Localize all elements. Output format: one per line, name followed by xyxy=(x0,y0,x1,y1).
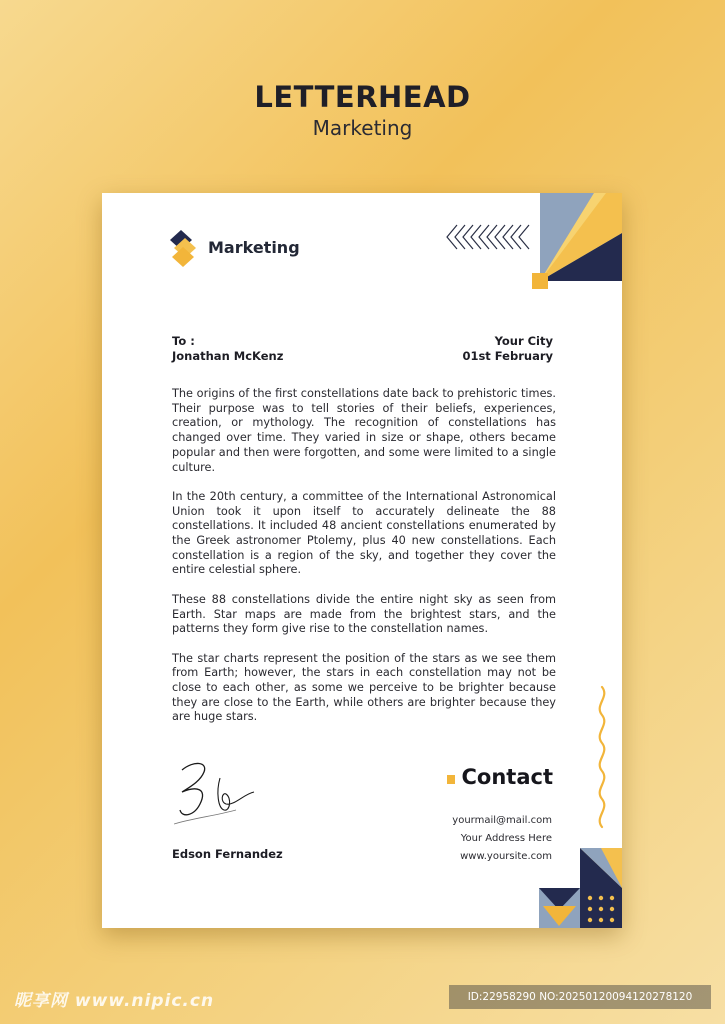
header-subtitle: Marketing xyxy=(312,116,413,140)
contact-accent-icon xyxy=(447,775,455,784)
watermark: 昵享网 www.nipic.cn xyxy=(14,991,215,1011)
corner-decoration-bottom xyxy=(539,848,622,928)
paragraph: The origins of the first constellations date back to prehistoric times. Their purpose was to tell stories of their beliefs, experiences, creation, or mythology. The recognition of constellations has changed over time. They varied in size or shape, others became popular and then were forgotten, and some were limited to a single culture. xyxy=(172,387,556,474)
contact-website: www.yoursite.com xyxy=(460,851,552,862)
wavy-line-icon xyxy=(592,685,612,835)
to-label: To : xyxy=(172,334,195,348)
letterhead-page xyxy=(102,193,622,928)
paragraph: The star charts represent the position of the stars as we see them from Earth; however, the stars in each constellation may not be close to each other, as some we perceive to be brighter because they are close to the Earth, while others are brighter because they are huge stars. xyxy=(172,651,556,724)
contact-email: yourmail@mail.com xyxy=(452,815,552,826)
chevron-pattern-icon xyxy=(445,223,535,251)
contact-address: Your Address Here xyxy=(460,833,552,844)
diamond-logo-icon xyxy=(170,230,200,268)
corner-decoration-top xyxy=(532,193,622,289)
signer-name: Edson Fernandez xyxy=(172,847,283,861)
header-title: LETTERHEAD xyxy=(254,80,471,114)
letter-date: 01st February xyxy=(462,349,553,363)
contact-title: Contact xyxy=(461,765,553,789)
signature-icon xyxy=(174,758,260,836)
image-id-badge: ID:22958290 NO:20250120094120278120 xyxy=(449,985,711,1009)
paragraph: In the 20th century, a committee of the International Astronomical Union took it upon itself to accurately delineate the 88 constellations. It included 48 ancient constellations enumerated by the Greek astronomer Ptolemy, plus 40 new constellations. Each constellation is a region of the sky, and together they cover the entire celestial sphere. xyxy=(172,489,556,577)
city: Your City xyxy=(494,334,553,348)
letter-body xyxy=(172,387,556,740)
recipient-name: Jonathan McKenz xyxy=(172,349,284,363)
brand-name: Marketing xyxy=(208,238,300,257)
paragraph: These 88 constellations divide the entire night sky as seen from Earth. Star maps are made from the brightest stars, and the patterns they form give rise to the constellation names. xyxy=(172,592,556,636)
